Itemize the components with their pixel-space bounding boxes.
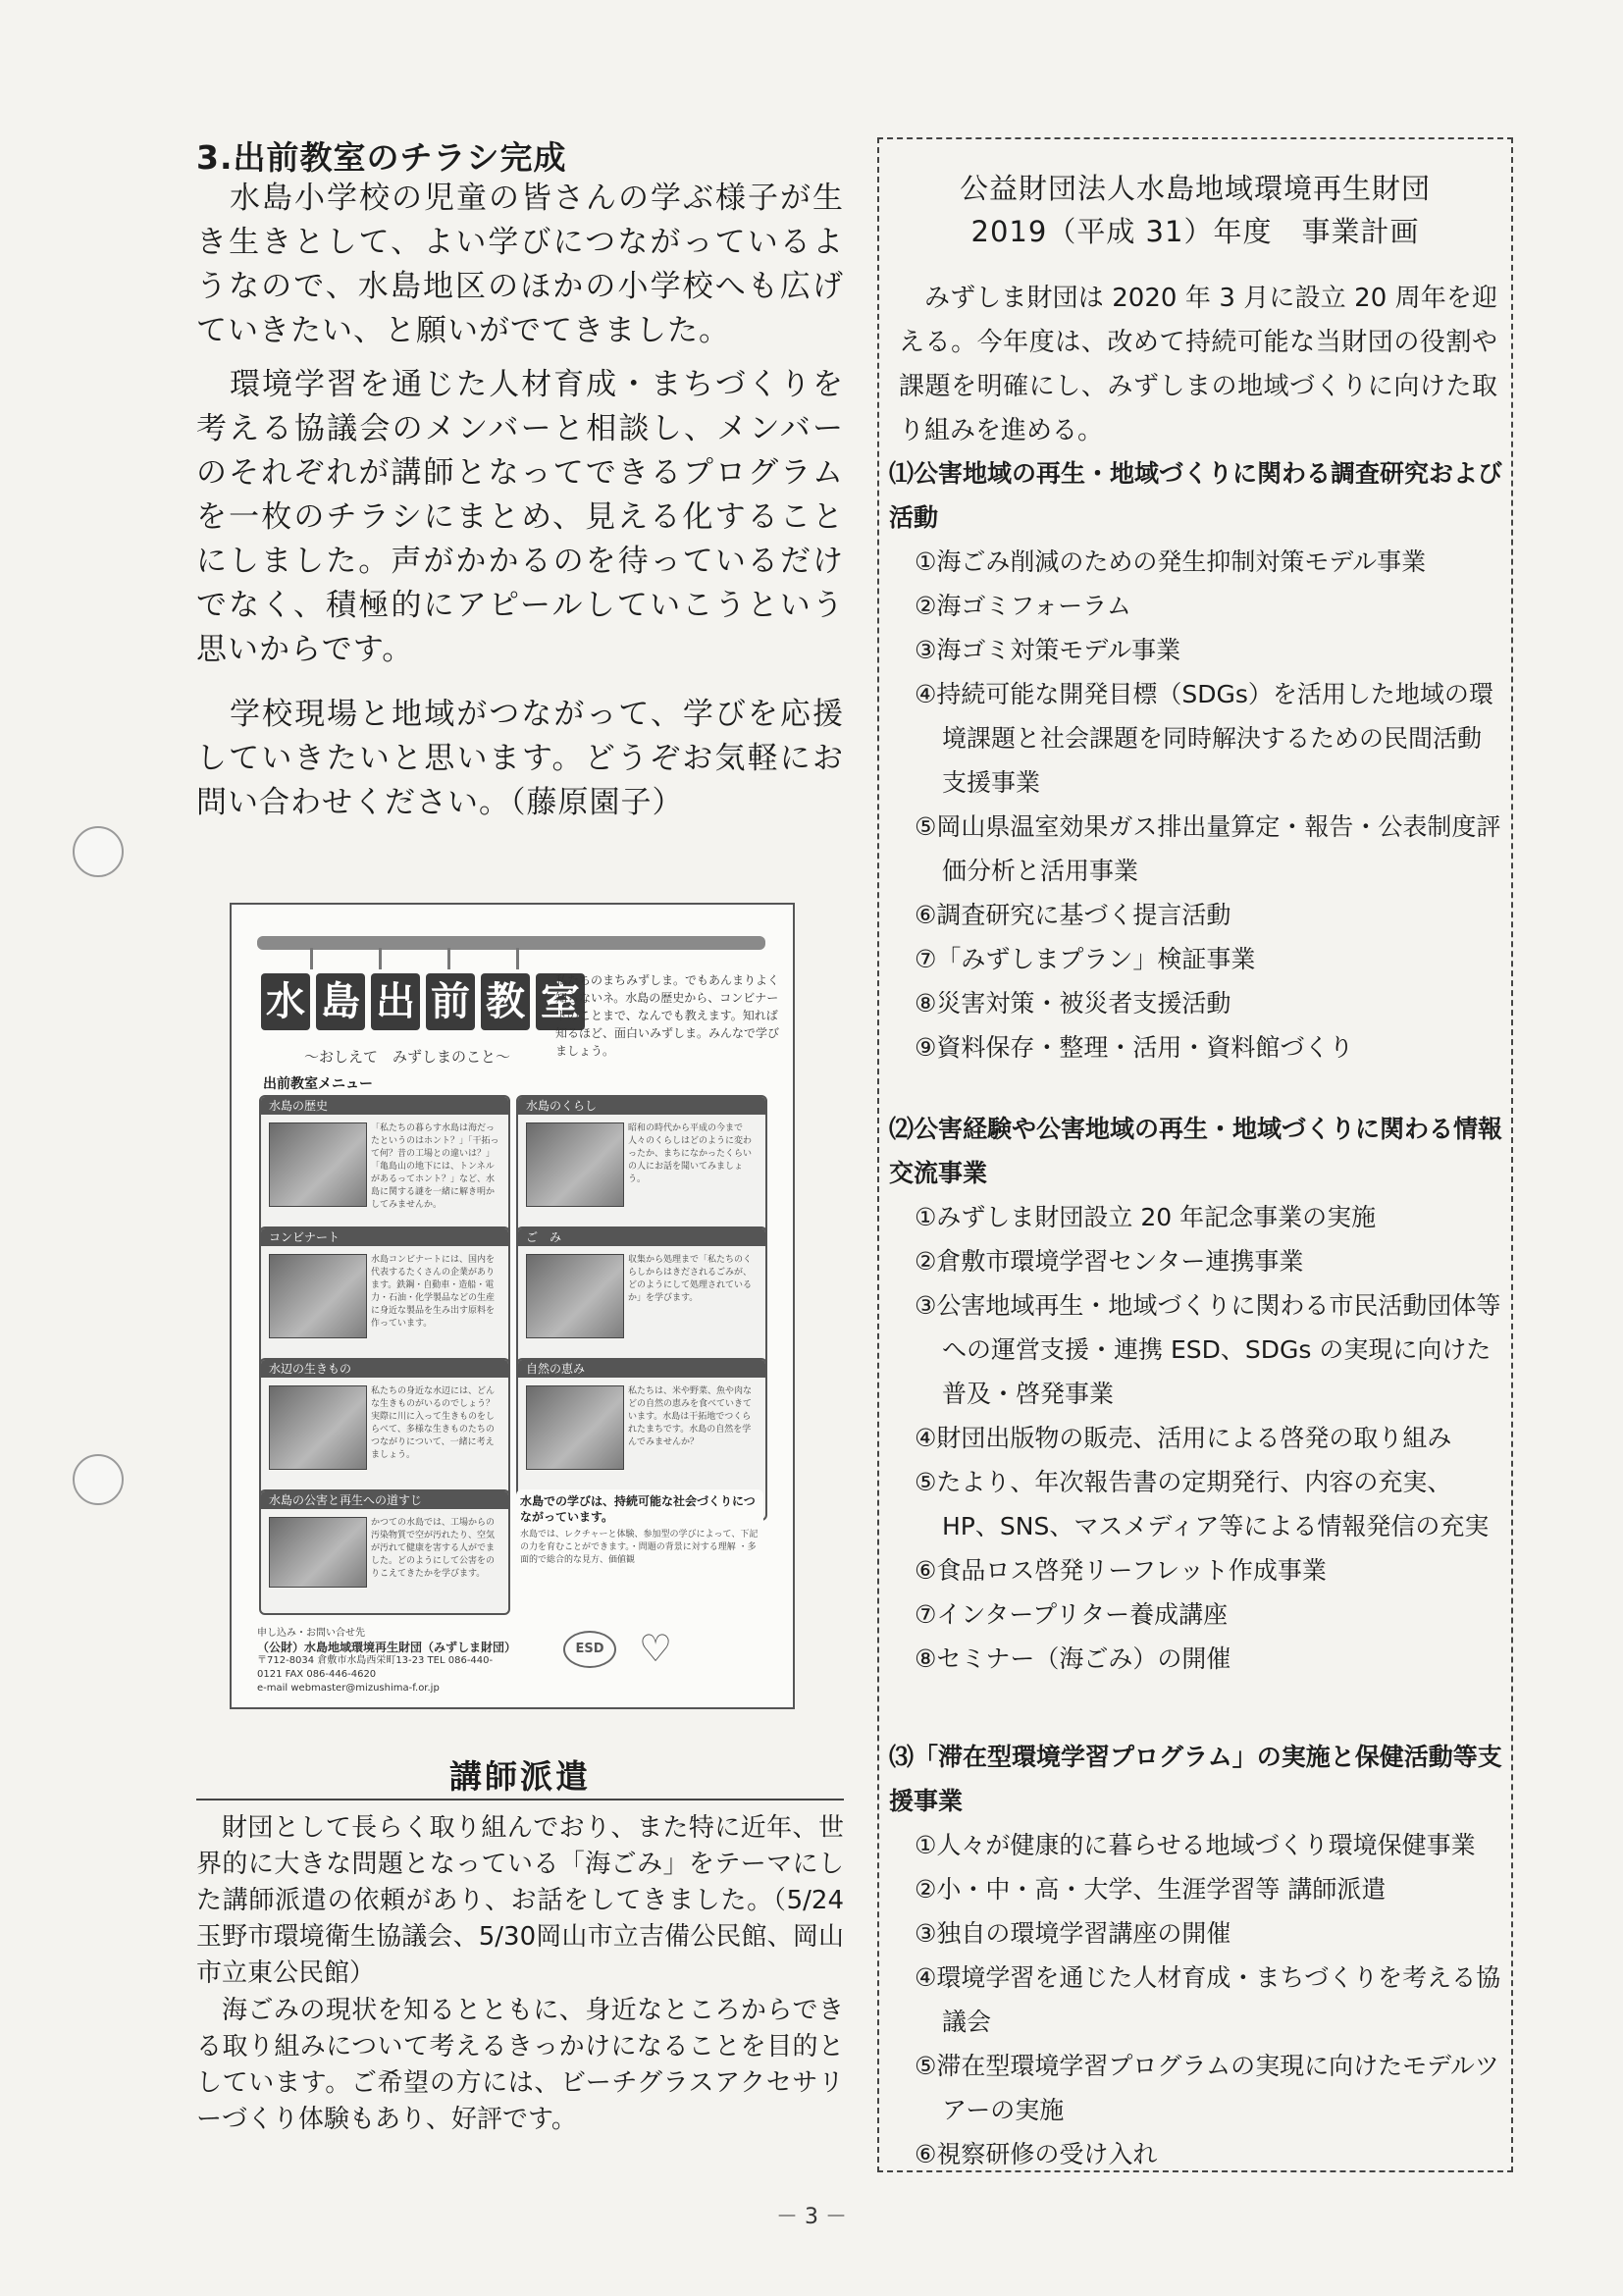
list-item: ②海ゴミフォーラム (915, 592, 1131, 620)
flyer-box-head: 水島の歴史 (261, 1097, 508, 1115)
list-item: ④持続可能な開発目標（SDGs）を活用した地域の環境課題と社会課題を同時解決するための民間活動支援事業 (915, 680, 1493, 797)
flyer-box-head: 水島のくらし (518, 1097, 765, 1115)
lecturer-paragraph: 財団として長らく取り組んでおり、また特に近年、世界的に大きな問題となっている「海ごみ」をテーマにした講師派遣の依頼があり、お話をしてきました。（5/24玉野市環境衛生協議会、5/30岡山市立吉備公民館、岡山市立東公民館） (196, 1813, 844, 1988)
flyer-box-head: 自然の恵み (518, 1360, 765, 1378)
business-plan-box (877, 137, 1513, 2172)
list-item: ⑨資料保存・整理・活用・資料館づくり (915, 1033, 1354, 1062)
list-item: ⑥食品ロス啓発リーフレット作成事業 (915, 1556, 1327, 1585)
body-paragraph: 環境学習を通じた人材育成・まちづくりを考える協議会のメンバーと相談し、メンバーのそれぞれが講師となってできるプログラムを一枚のチラシにまとめ、見える化することにしました。声がかかるのを待っているだけでなく、積極的にアピールしていこうという思いからです。 (196, 367, 844, 667)
list-item: ⑦「みずしまプラン」検証事業 (915, 945, 1256, 973)
flyer-title-char: 出 (371, 973, 420, 1030)
page-number: － 3 － (776, 2205, 847, 2229)
plan-section-heading: ⑵公害経験や公害地域の再生・地域づくりに関わる情報交流事業 (889, 1115, 1503, 1187)
plan-section-list (915, 1823, 1503, 2176)
flyer-box-head: コンビナート (261, 1228, 508, 1246)
list-item: ③海ゴミ対策モデル事業 (915, 636, 1181, 664)
flyer-box-text: 「私たちの暮らす水島は海だったというのはホント？」「干拓って何？昔の工場との違いは？」「亀島山の地下には、トンネルがあるってホント？」など、水島に関する謎を一緒に解き明かしてみませんか。 (371, 1123, 499, 1210)
list-item: ①海ごみ削減のための発生抑制対策モデル事業 (915, 548, 1427, 576)
flyer-photo (269, 1122, 367, 1207)
flyer-title-char: 前 (426, 973, 475, 1030)
flyer-contact-org: （公財）水島地域環境再生財団（みずしま財団） (257, 1641, 517, 1654)
plan-org-title: 公益財団法人水島地域環境再生財団 (959, 172, 1431, 205)
body-paragraph: 学校現場と地域がつながって、学びを応援していきたいと思います。どうぞお気軽にお問い合わせください。（藤原園子） (196, 697, 844, 820)
flyer-box-text: 昭和の時代から平成の今まで人々のくらしはどのように変わったか、まちになかったくらいの人にお話を聞いてみましょう。 (628, 1123, 753, 1184)
body-paragraph: 水島小学校の児童の皆さんの学ぶ様子が生き生きとして、よい学びにつながっているようなので、水島地区のほかの小学校へも広げていきたい、と願いがでてきました。 (196, 181, 844, 348)
list-item: ③公害地域再生・地域づくりに関わる市民活動団体等への運営支援・連携 ESD、SDGs の実現に向けた普及・啓発事業 (915, 1291, 1501, 1408)
flyer-box-head: ご み (518, 1228, 765, 1246)
list-item: ⑥視察研修の受け入れ (915, 2140, 1158, 2168)
lecturer-paragraph: 海ごみの現状を知るとともに、身近なところからできる取り組みについて考えるきっかけになることを目的としています。ご希望の方には、ビーチグラスアクセサリーづくり体験もあり、好評です。 (196, 1996, 844, 2134)
heart-logo-icon: ♡ (638, 1627, 673, 1670)
flyer-menu-box (516, 1489, 763, 1611)
flyer-photo (526, 1385, 624, 1470)
plan-year-title: 2019（平成 31）年度 事業計画 (970, 215, 1420, 248)
flyer-contact-address: 〒712-8034 倉敷市水島西栄町13-23 TEL 086-440-0121 FAX 086-446-4620 (257, 1655, 494, 1680)
flyer-title-char: 水 (261, 973, 310, 1030)
list-item: ①人々が健康的に暮らせる地域づくり環境保健事業 (915, 1831, 1476, 1859)
flyer-hanger (516, 948, 519, 969)
flyer-photo (526, 1122, 624, 1207)
list-item: ⑥調査研究に基づく提言活動 (915, 901, 1231, 929)
flyer-menu-box (259, 1489, 510, 1615)
list-item: ⑦インタープリター養成講座 (915, 1600, 1229, 1629)
list-item: ④環境学習を通じた人材育成・まちづくりを考える協議会 (915, 1963, 1501, 2036)
flyer-contact (257, 1627, 517, 1696)
flyer-box-head: 水島の公害と再生への道すじ (261, 1491, 508, 1509)
list-item: ⑤滞在型環境学習プログラムの実現に向けたモデルツアーの実施 (915, 2052, 1499, 2124)
flyer-photo (269, 1385, 367, 1470)
plan-section-list (915, 1195, 1503, 1681)
plan-section-heading: ⑴公害地域の再生・地域づくりに関わる調査研究および活動 (889, 459, 1503, 532)
punch-hole (73, 1454, 124, 1505)
flyer-title-char: 島 (316, 973, 365, 1030)
esd-logo: ESD (563, 1631, 616, 1668)
lecturer-dispatch-box (196, 1751, 844, 2164)
flyer-title (261, 973, 585, 1030)
list-item: ⑤たより、年次報告書の定期発行、内容の充実、HP、SNS、マスメディア等による情報発信の充実 (915, 1468, 1490, 1540)
section-title: 3.出前教室のチラシ完成 (196, 138, 567, 177)
plan-section-heading: ⑶「滞在型環境学習プログラム」の実施と保健活動等支援事業 (889, 1743, 1502, 1815)
flyer-photo (269, 1517, 367, 1588)
flyer-title-char: 室 (536, 973, 585, 1030)
flyer-box-head: 水島での学びは、持続可能な社会づくりにつながっています。 (520, 1494, 756, 1524)
flyer-box-text: 私たちの身近な水辺には、どんな生きものがいるのでしょう？実際に川に入って生きものをしらべて、多様な生きものたちのつながりについて、一緒に考えましょう。 (371, 1386, 496, 1460)
list-item: ②小・中・高・大学、生涯学習等 講師派遣 (915, 1875, 1387, 1904)
flyer-photo (526, 1254, 624, 1338)
flyer-contact-label: 申し込み・お問い合せ先 (257, 1628, 365, 1639)
list-item: ③独自の環境学習講座の開催 (915, 1919, 1231, 1948)
list-item: ⑧災害対策・被災者支援活動 (915, 989, 1231, 1018)
flyer-box-head: 水辺の生きもの (261, 1360, 508, 1378)
flyer-photo (269, 1254, 367, 1338)
plan-intro: みずしま財団は 2020 年 3 月に設立 20 周年を迎える。今年度は、改めて持続可能な当財団の役割や課題を明確にし、みずしまの地域づくりに向けた取り組みを進める。 (899, 284, 1497, 445)
flyer-box-text: 水島コンビナートには、国内を代表するたくさんの企業があります。鉄鋼・自動車・造船・電力・石油・化学製品などの生産に身近な製品を生み出す原料を作っています。 (371, 1255, 496, 1329)
flyer-image (230, 903, 795, 1709)
divider (196, 1799, 844, 1800)
flyer-menu-label: 出前教室メニュー (263, 1076, 373, 1092)
list-item: ①みずしま財団設立 20 年記念事業の実施 (915, 1203, 1377, 1231)
flyer-rail (257, 936, 765, 950)
flyer-subtitle: ～おしえて みずしまのこと～ (304, 1048, 511, 1066)
flyer-hanger (379, 948, 382, 969)
flyer-hanger (447, 948, 450, 969)
list-item: ⑧セミナー（海ごみ）の開催 (915, 1644, 1231, 1673)
list-item: ④財団出版物の販売、活用による啓発の取り組み (915, 1424, 1452, 1452)
list-item: ⑤岡山県温室効果ガス排出量算定・報告・公表制度評価分析と活用事業 (915, 812, 1501, 885)
flyer-intro: 私たちのまちみずしま。でもあんまりよく知らないネ。水島の歴史から、コンビナートのことまで、なんでも教えます。知れば知るほど、面白いみずしま。みんなで学びましょう。 (555, 973, 780, 1058)
flyer-box-text: 収集から処理まで「私たちのくらしからはきだされるごみが、どのようにして処理されているか」を学びます。 (628, 1255, 753, 1303)
flyer-box-text: かつての水島では、工場からの汚染物質で空が汚れたり、空気が汚れて健康を害する人がでました。どのようにして公害をのりこえてきたかを学びます。 (371, 1518, 496, 1579)
punch-hole (73, 826, 124, 877)
list-item: ②倉敷市環境学習センター連携事業 (915, 1247, 1304, 1276)
flyer-title-char: 教 (481, 973, 530, 1030)
flyer-hanger (310, 948, 313, 969)
flyer-contact-mail: e-mail webmaster@mizushima-f.or.jp (257, 1683, 440, 1694)
flyer-box-text: 私たちは、米や野菜、魚や肉などの自然の恵みを食べていきています。水島は干拓地でつくられたまちです。水島の自然を学んでみませんか？ (628, 1386, 753, 1447)
lecturer-dispatch-title: 講師派遣 (449, 1757, 591, 1796)
plan-section-list (915, 540, 1503, 1070)
flyer-box-text: 水島では、レクチャーと体験、参加型の学びによって、下記の力を育むことができます。・問題の背景に対する理解 ・多面的で総合的な見方、価値観 (520, 1530, 759, 1565)
